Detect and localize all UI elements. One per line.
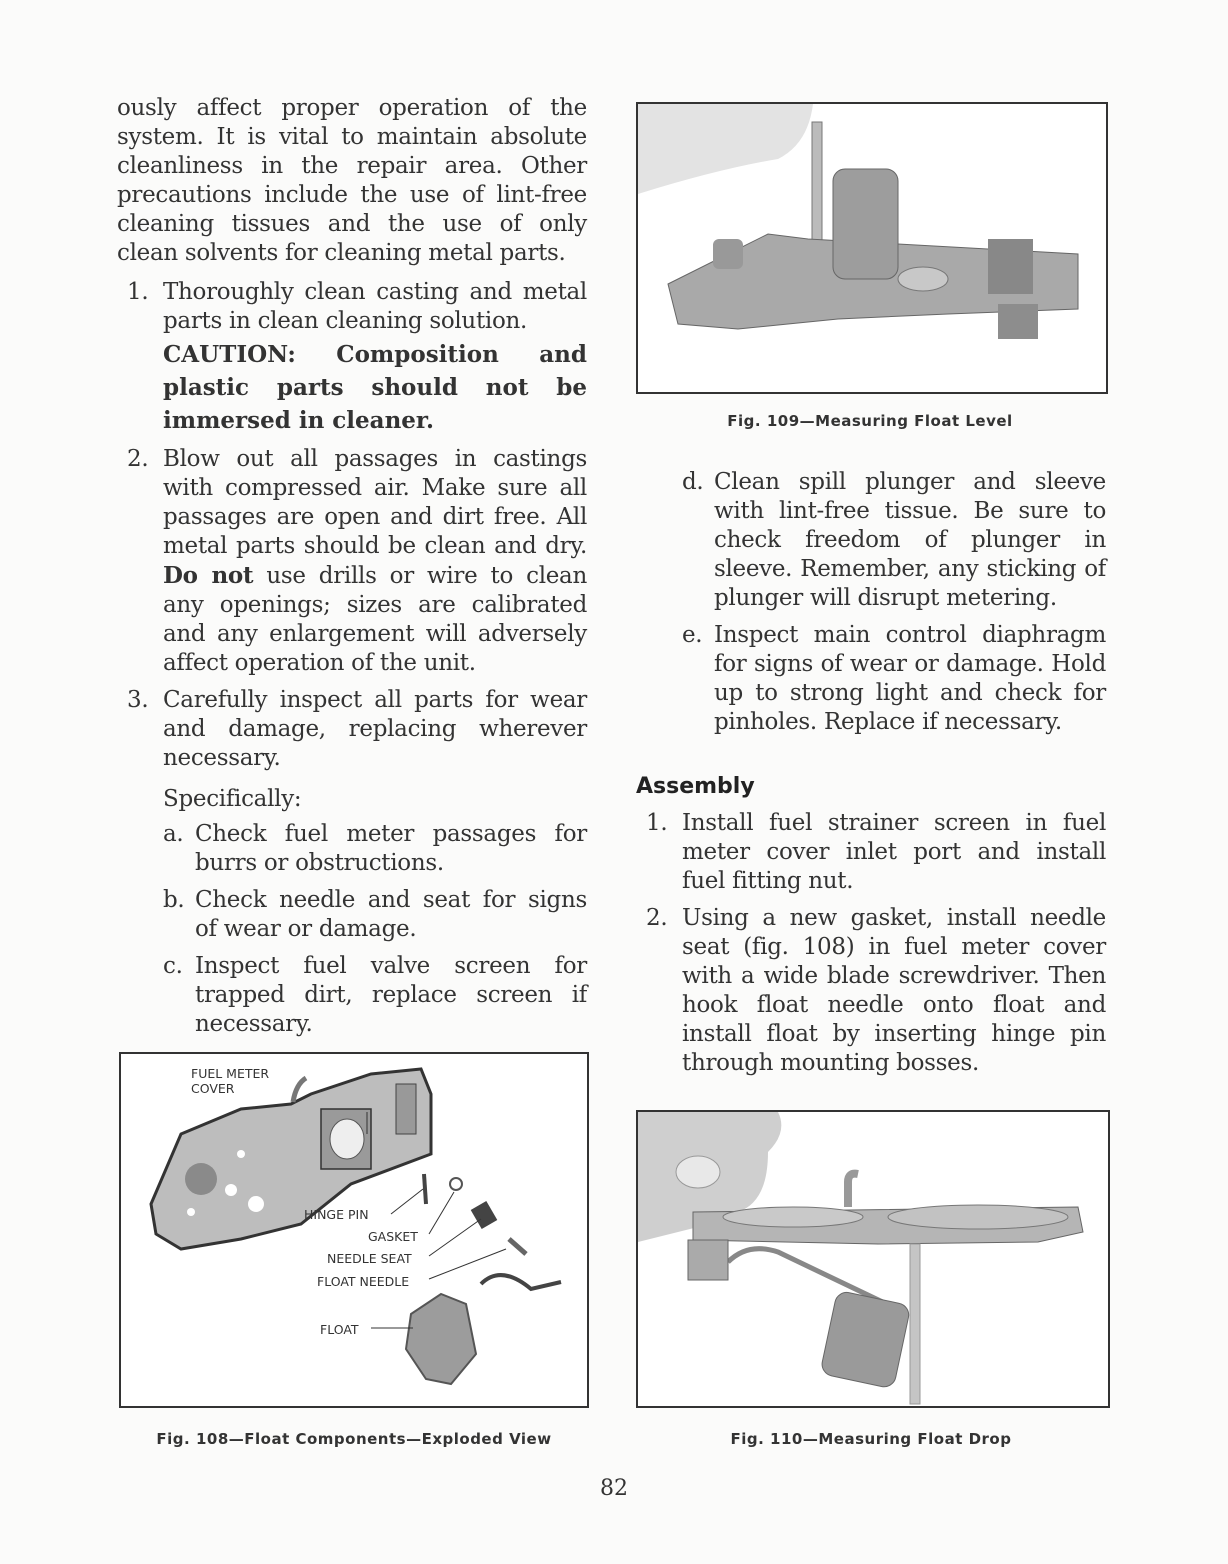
figure-108-exploded-view — [119, 1052, 589, 1408]
label-gasket: GASKET — [368, 1229, 418, 1244]
assembly-heading: Assembly — [636, 774, 755, 799]
float-shape — [406, 1294, 476, 1384]
measuring-float-level-photo — [638, 104, 1106, 392]
cleaning-step-3: 3. Carefully inspect all parts for wear and damage, replacing wherever necessary. — [127, 687, 587, 771]
assembly-section — [636, 774, 1106, 1078]
assembly-step-2: 2. Using a new gasket, install needle seat (fig. 108) in fuel meter cover with a wide blade screwdriver. Then hook float needle onto float and install float by inserting hinge pin through mounting bosses. — [646, 905, 1106, 1076]
inspection-item-e: e. Inspect main control diaphragm for signs of wear or damage. Hold up to strong light and check for pinholes. Replace if necessary. — [682, 622, 1106, 735]
measuring-float-drop-photo — [638, 1112, 1108, 1406]
caution-note: CAUTION: Composition and plastic parts should not be immersed in cleaner. — [163, 341, 587, 434]
cleaning-step-1: 1. Thoroughly clean casting and metal parts in clean cleaning solution. — [127, 279, 587, 334]
figure-108-caption: Fig. 108—Float Components—Exploded View — [156, 1430, 552, 1448]
float-shape — [833, 169, 898, 279]
fuel-meter-cover-shape — [151, 1069, 431, 1249]
hand-shape — [638, 104, 813, 194]
figure-109-photo — [636, 102, 1108, 394]
assembly-step-1: 1. Install fuel strainer screen in fuel meter cover inlet port and install fuel fitting nut. — [646, 810, 1106, 894]
right-column-inspection — [682, 468, 1106, 737]
label-hinge-pin: HINGE PIN — [304, 1207, 369, 1222]
label-needle-seat: NEEDLE SEAT — [327, 1251, 412, 1266]
specifically-label: Specifically: — [163, 786, 302, 812]
inspection-item-d: d. Clean spill plunger and sleeve with lint-free tissue. Be sure to check freedom of plunger in sleeve. Remember, any sticking of plunger will disrupt metering. — [682, 469, 1106, 611]
figure-109-caption: Fig. 109—Measuring Float Level — [727, 412, 1013, 430]
figure-110-caption: Fig. 110—Measuring Float Drop — [730, 1430, 1012, 1448]
page-number: 82 — [600, 1476, 628, 1501]
intro-paragraph: ously affect proper operation of the system. It is vital to maintain absolute cleanliness in the repair area. Other precautions include the use of lint-free cleaning tissues and the use of only clean solvents for cleaning metal parts. — [117, 95, 587, 266]
float-components-illustration — [121, 1054, 587, 1406]
cleaning-step-2: 2. Blow out all passages in castings with compressed air. Make sure all passages are open and dirt free. All metal parts should be clean and dry. Do not use drills or wire to clean any openings; sizes are calibrated and any enlargement will adversely affect operation of the unit. — [127, 446, 587, 676]
left-column — [117, 94, 587, 1039]
do-not-emphasis: Do not — [163, 562, 254, 589]
inspection-item-b: b. Check needle and seat for signs of wear or damage. — [163, 887, 587, 942]
ruler-shape — [910, 1244, 920, 1404]
label-float-needle: FLOAT NEEDLE — [317, 1274, 410, 1289]
label-fuel-meter-cover: FUEL METER COVER — [191, 1066, 270, 1096]
inspection-item-c: c. Inspect fuel valve screen for trapped dirt, replace screen if necessary. — [163, 953, 587, 1037]
float-shape — [820, 1290, 911, 1389]
inspection-item-a: a. Check fuel meter passages for burrs or obstructions. — [163, 821, 587, 876]
figure-110-photo — [636, 1110, 1110, 1408]
label-float: FLOAT — [320, 1322, 359, 1337]
